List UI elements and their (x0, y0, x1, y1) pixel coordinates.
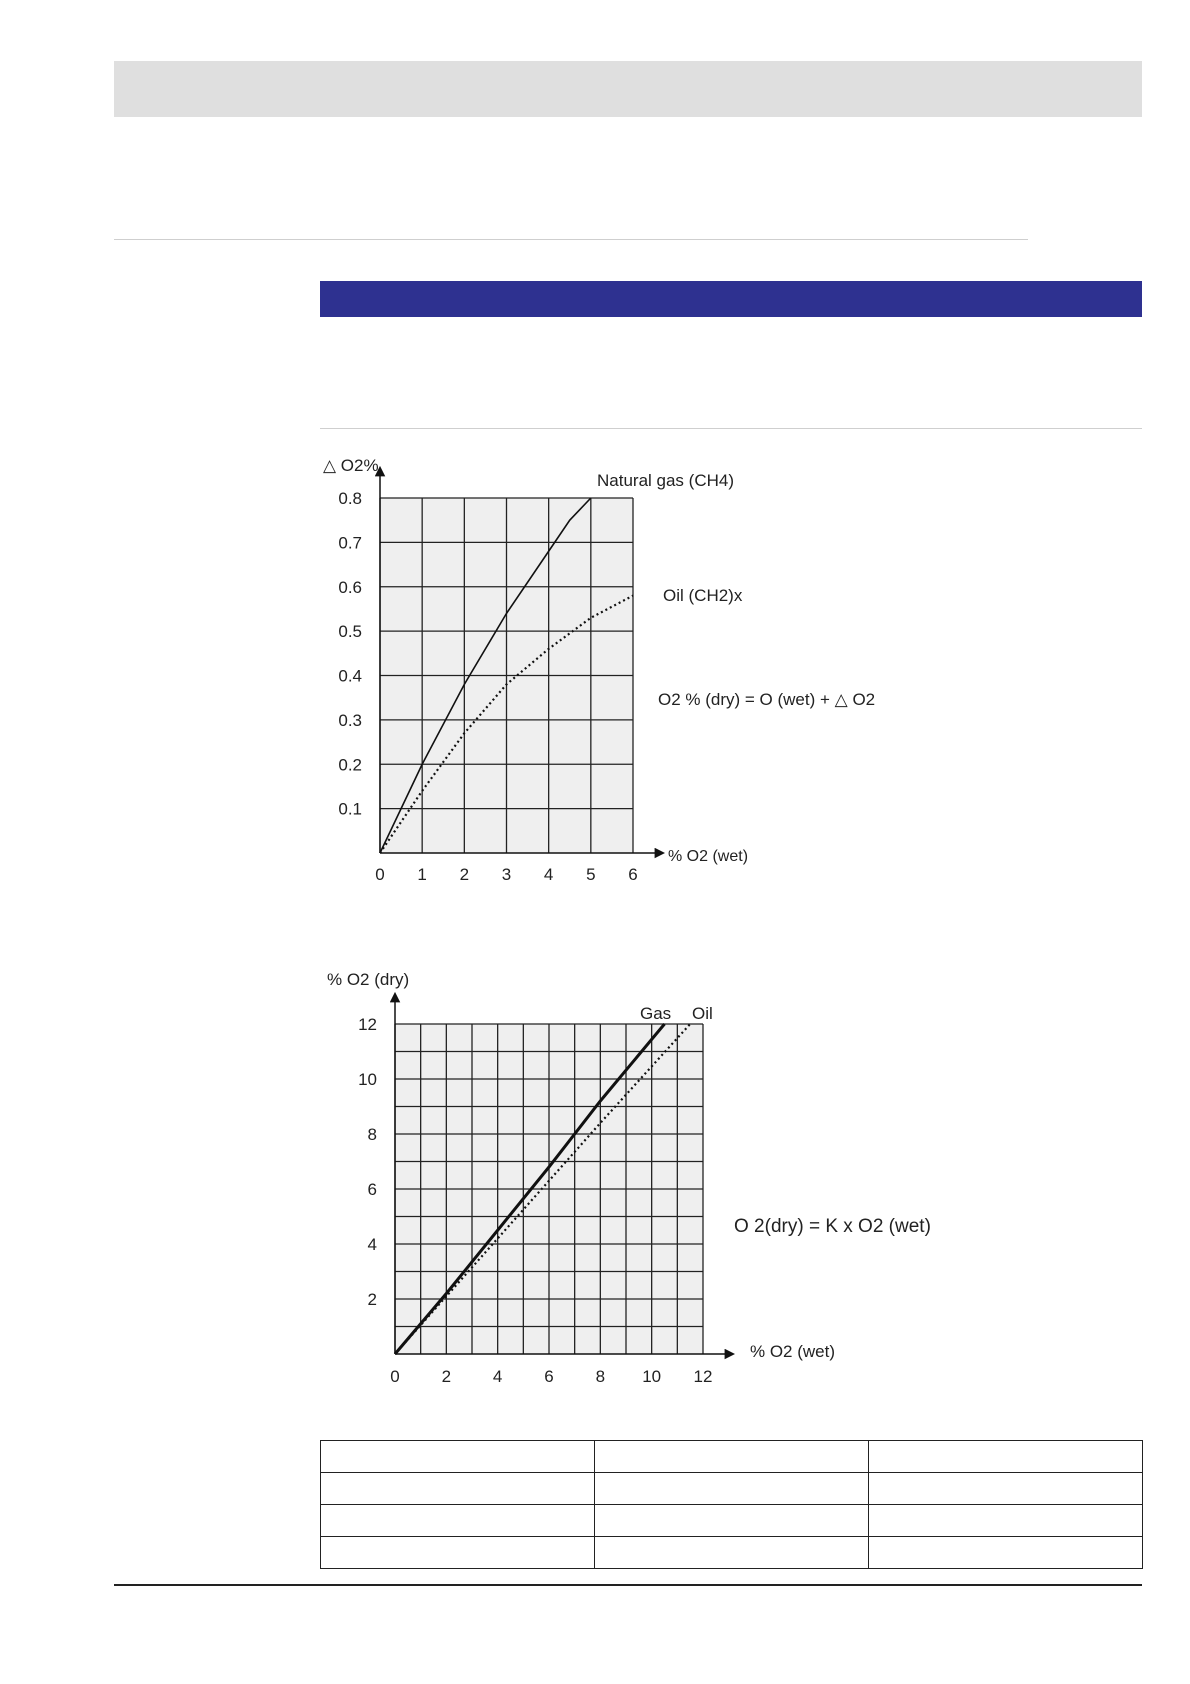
y-axis-label: % O2 (dry) (327, 970, 410, 989)
y-axis-label: △ O2% (323, 456, 379, 475)
table-row (321, 1537, 1143, 1569)
y-tick-label: 0.5 (338, 622, 362, 642)
table-cell (321, 1505, 595, 1537)
table-row (321, 1505, 1143, 1537)
series-label-oil: Oil (CH2)x (663, 586, 743, 605)
table-cell (595, 1505, 869, 1537)
table-cell (595, 1537, 869, 1569)
y-tick-label: 0.8 (338, 489, 362, 508)
y-tick-label: 4 (367, 1235, 377, 1254)
x-tick-label: 4 (543, 865, 554, 884)
x-tick-label: 0 (390, 1367, 400, 1386)
y-tick-label: 10 (358, 1070, 377, 1089)
x-tick-label: 10 (642, 1367, 662, 1386)
series-label-gas: Gas (640, 1004, 672, 1023)
table-cell (869, 1505, 1143, 1537)
table-cell (869, 1441, 1143, 1473)
x-tick-label: 1 (417, 865, 427, 884)
table-row (321, 1473, 1143, 1505)
x-tick-label: 6 (628, 865, 638, 884)
x-tick-label: 5 (586, 865, 596, 884)
table-cell (869, 1537, 1143, 1569)
x-tick-label: 8 (595, 1367, 606, 1386)
y-tick-label: 0.7 (338, 533, 362, 553)
series-label-oil: Oil (692, 1004, 713, 1023)
x-axis-label: % O2 (wet) (750, 1342, 836, 1361)
table-cell (321, 1441, 595, 1473)
y-tick-label: 6 (367, 1180, 377, 1199)
table-cell (321, 1473, 595, 1505)
table-row (321, 1441, 1143, 1473)
x-tick-label: 12 (693, 1367, 713, 1386)
y-tick-label: 8 (367, 1125, 377, 1144)
y-tick-label: 0.4 (338, 666, 362, 686)
footer-rule (114, 1584, 1142, 1586)
x-tick-label: 3 (501, 865, 512, 884)
x-tick-label: 2 (459, 865, 470, 884)
y-tick-label: 0.1 (338, 799, 362, 819)
y-tick-label: 0.3 (338, 710, 362, 730)
table-cell (595, 1441, 869, 1473)
formula-annotation: O 2(dry) = K x O2 (wet) (734, 1216, 931, 1237)
table-cell (869, 1473, 1143, 1505)
data-table (320, 1440, 1143, 1569)
y-tick-label: 12 (358, 1015, 377, 1034)
x-axis-label: % O2 (wet) (668, 848, 749, 865)
x-tick-label: 6 (544, 1367, 554, 1386)
table-cell (595, 1473, 869, 1505)
y-tick-label: 0.2 (338, 755, 362, 775)
x-tick-label: 0 (375, 865, 385, 884)
y-tick-label: 2 (367, 1290, 377, 1309)
x-tick-label: 4 (492, 1367, 503, 1386)
series-label-natural-gas: Natural gas (CH4) (597, 471, 734, 490)
x-tick-label: 2 (441, 1367, 452, 1386)
y-tick-label: 0.6 (338, 577, 362, 597)
table-cell (321, 1537, 595, 1569)
formula-annotation: O2 % (dry) = O (wet) + △ O2 (658, 690, 876, 709)
